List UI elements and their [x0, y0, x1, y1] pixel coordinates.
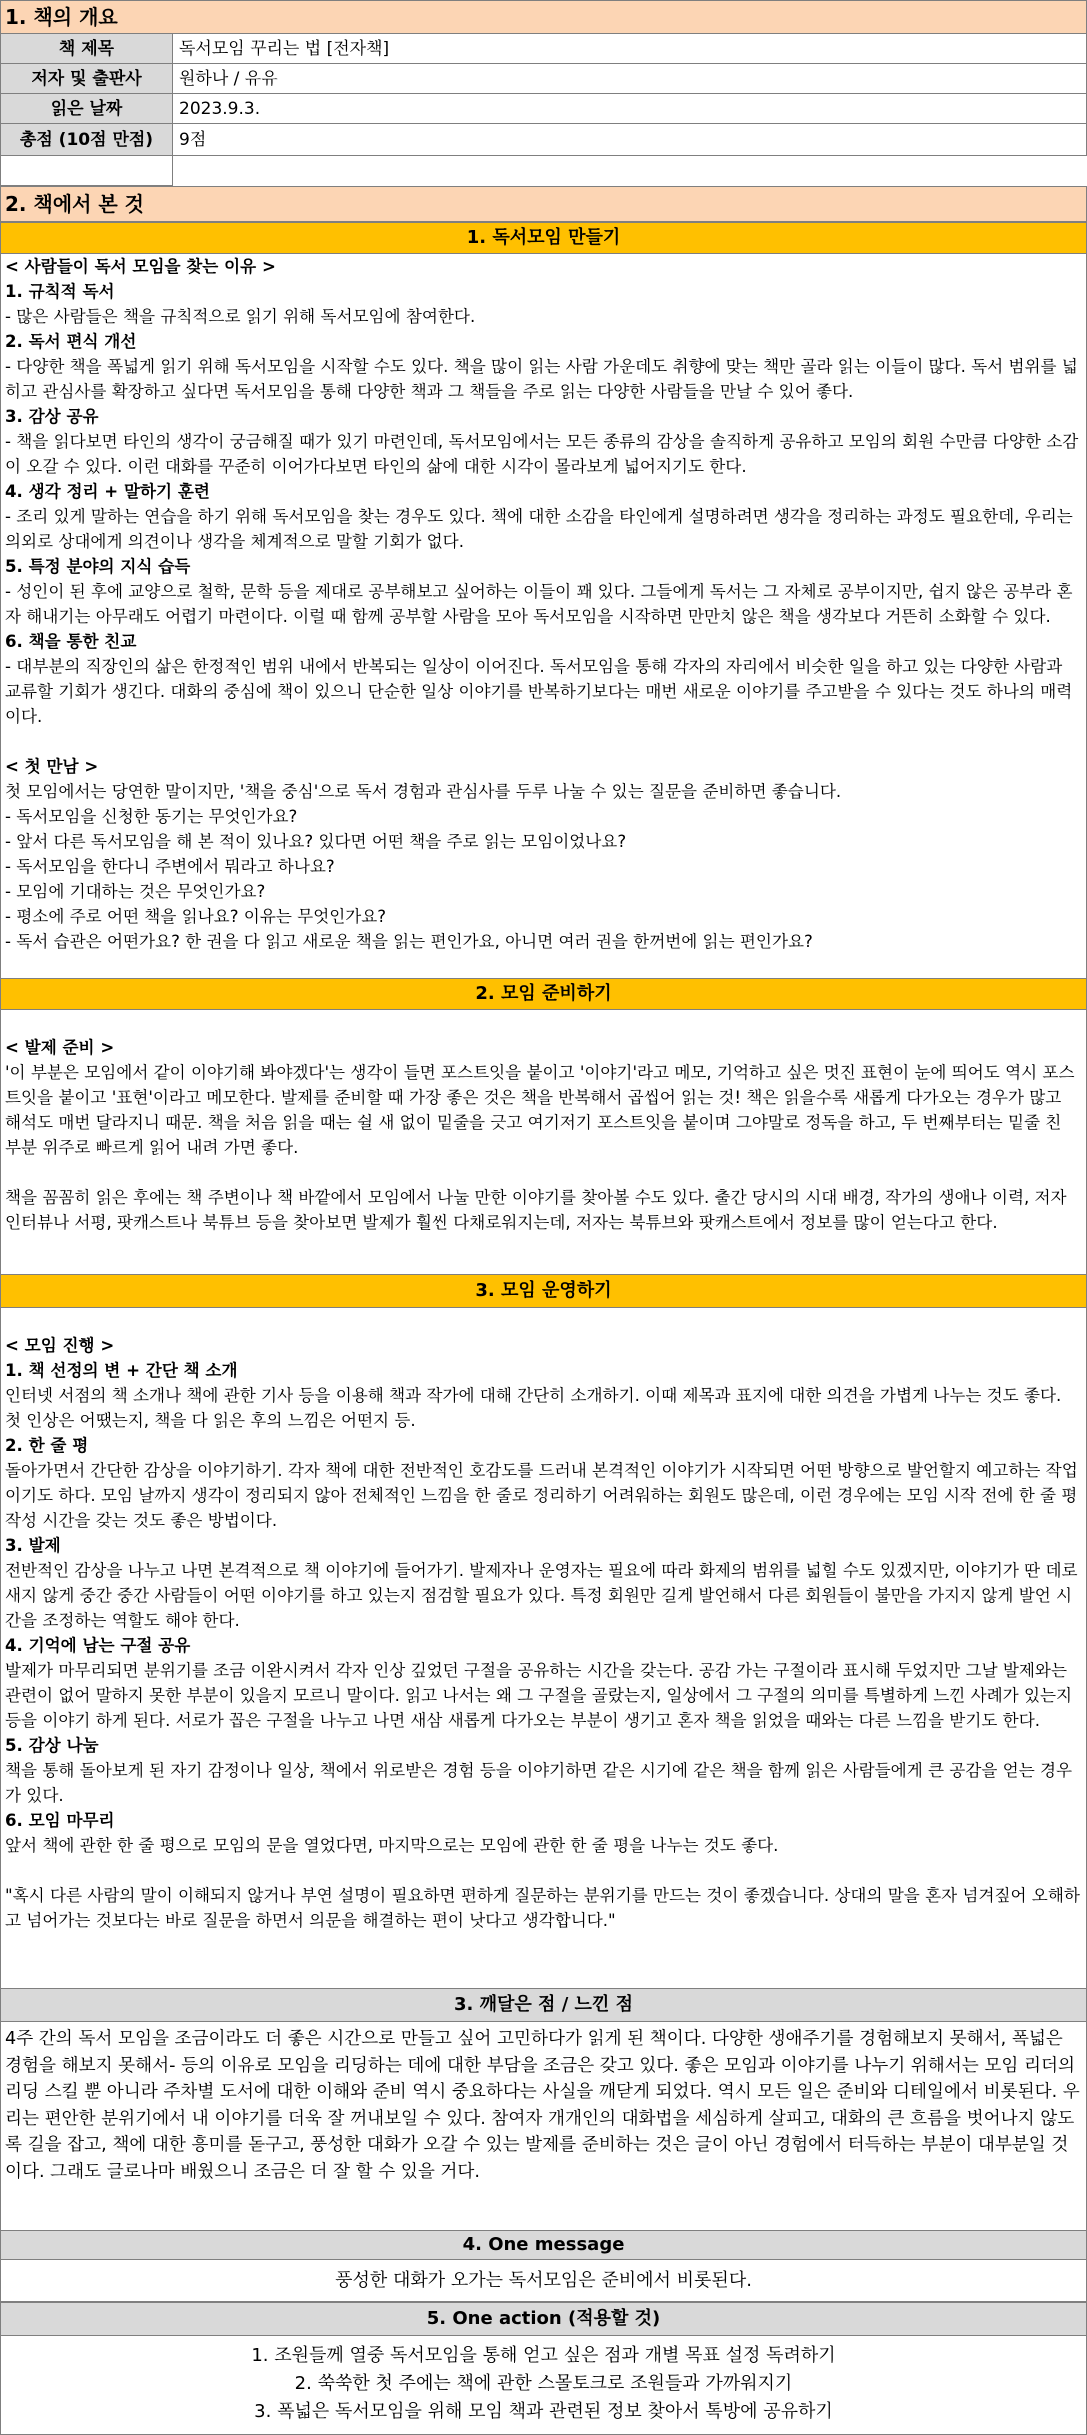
- content-line: - 책을 읽다보면 타인의 생각이 궁금해질 때가 있기 마련인데, 독서모임에서는 모든 종류의 감상을 솔직하게 공유하고 모임의 회원 수만큼 다양한 소감이 오갈 수 있다. 이런 대화를 꾸준히 이어가다보면 타인의 삶에 대한 시각이 몰라보게 넓어지기도 한다.: [5, 432, 1079, 476]
- content-heading: 4. 생각 정리 + 말하기 훈련: [5, 482, 210, 501]
- content-line: 책을 통해 돌아보게 된 자기 감정이나 일상, 책에서 위로받은 경험 등을 이야기하면 같은 시기에 같은 책을 함께 읽은 사람들에게 큰 공감을 얻는 경우가 있다.: [5, 1761, 1073, 1805]
- content-line: - 다양한 책을 폭넓게 읽기 위해 독서모임을 시작할 수도 있다. 책을 많이 읽는 사람 가운데도 취향에 맞는 책만 골라 읽는 이들이 많다. 독서 범위를 넓히고 관심사를 확장하고 싶다면 독서모임을 통해 다양한 책과 그 책들을 주로 읽는 다양한 사람들을 만날 수 있어 좋다.: [5, 357, 1078, 401]
- action-item: 2. 쑥쑥한 첫 주에는 책에 관한 스몰토크로 조원들과 가까워지기: [294, 2373, 793, 2394]
- content-line: - 평소에 주로 어떤 책을 읽나요? 이유는 무엇인가요?: [5, 907, 387, 926]
- content-heading: 6. 책을 통한 친교: [5, 632, 137, 651]
- content-heading: 1. 규칙적 독서: [5, 282, 115, 301]
- content-line: 돌아가면서 간단한 감상을 이야기하기. 각자 책에 대한 전반적인 호감도를 드러내 본격적인 이야기가 시작되면 어떤 방향으로 발언할지 예고하는 작업이기도 하다. 모임 날까지 생각이 정리되지 않아 전체적인 느낌을 한 줄로 정리하기 어려워하는 회원도 많은데, 이런 경우에는 모임 시작 전에 한 줄 평 작성 시간을 갖는 것도 좋은 방법이다.: [5, 1461, 1083, 1530]
- content-line: - 모임에 기대하는 것은 무엇인가요?: [5, 882, 266, 901]
- content-line: - 독서 습관은 어떤가요? 한 권을 다 읽고 새로운 책을 읽는 편인가요, 아니면 여러 권을 한꺼번에 읽는 편인가요?: [5, 932, 813, 951]
- info-row-score: [0, 124, 1087, 156]
- content-heading: 5. 특정 분야의 지식 습득: [5, 557, 191, 576]
- blank-row: [0, 156, 1087, 186]
- action-content: [0, 2336, 1087, 2435]
- action-bar: 5. One action (적용할 것): [0, 2302, 1087, 2336]
- content-heading: < 발제 준비 >: [5, 1038, 115, 1057]
- meeting-run-content: [0, 1308, 1087, 1988]
- section-seen-heading: 2. 책에서 본 것: [0, 186, 1087, 222]
- content-line: 인터넷 서점의 책 소개나 책에 관한 기사 등을 이용해 책과 작가에 대해 간단히 소개하기. 이때 제목과 표지에 대한 의견을 가볍게 나누는 것도 좋다. 첫 인상은 어땠는지, 책을 다 읽은 후의 느낌은 어떤지 등.: [5, 1386, 1067, 1430]
- content-line: - 독서모임을 신청한 동기는 무엇인가요?: [5, 807, 298, 826]
- info-label: 책 제목: [1, 34, 173, 63]
- section-overview-heading: 1. 책의 개요: [0, 0, 1087, 34]
- content-line: - 대부분의 직장인의 삶은 한정적인 범위 내에서 반복되는 일상이 이어진다. 독서모임을 통해 각자의 자리에서 비슷한 일을 하고 있는 다양한 사람과 교류할 기회가 생긴다. 대화의 중심에 책이 있으니 단순한 일상 이야기를 반복하기보다는 매번 새로운 이야기를 주고받을 수 있다는 것도 하나의 매력이다.: [5, 657, 1073, 726]
- info-label: 총점 (10점 만점): [1, 124, 173, 155]
- content-line: 앞서 책에 관한 한 줄 평으로 모임의 문을 열었다면, 마지막으로는 모임에 관한 한 줄 평을 나누는 것도 좋다.: [5, 1836, 779, 1855]
- content-line: 책을 꼼꼼히 읽은 후에는 책 주변이나 책 바깥에서 모임에서 나눌 만한 이야기를 찾아볼 수도 있다. 출간 당시의 시대 배경, 작가의 생애나 이력, 저자 인터뷰나 서평, 팟캐스트나 북튜브 등을 찾아보면 발제가 훨씬 다채로워지는데, 저자는 북튜브와 팟캐스트에서 정보를 많이 얻는다고 한다.: [5, 1188, 1072, 1232]
- content-line: - 앞서 다른 독서모임을 해 본 적이 있나요? 있다면 어떤 책을 주로 읽는 모임이었나요?: [5, 832, 627, 851]
- subsection-bar-meeting-run: 3. 모임 운영하기: [0, 1274, 1087, 1308]
- info-row-title: [0, 34, 1087, 64]
- subsection-bar-meeting-prep: 2. 모임 준비하기: [0, 978, 1087, 1010]
- content-heading: 2. 독서 편식 개선: [5, 332, 137, 351]
- content-line: [5, 1160, 1082, 1185]
- action-item: 1. 조원들께 열중 독서모임을 통해 얻고 싶은 점과 개별 목표 설정 독려하기: [251, 2345, 836, 2366]
- content-heading: < 첫 만남 >: [5, 757, 99, 776]
- info-value: 9점: [179, 129, 207, 150]
- content-line: - 많은 사람들은 책을 규칙적으로 읽기 위해 독서모임에 참여한다.: [5, 307, 476, 326]
- content-heading: < 모임 진행 >: [5, 1336, 115, 1355]
- content-line: 첫 모임에서는 당연한 말이지만, '책을 중심'으로 독서 경험과 관심사를 두루 나눌 수 있는 질문을 준비하면 좋습니다.: [5, 782, 842, 801]
- content-line: - 성인이 된 후에 교양으로 철학, 문학 등을 제대로 공부해보고 싶어하는 이들이 꽤 있다. 그들에게 독서는 그 자체로 공부이지만, 쉽지 않은 공부라 혼자 해내기는 아무래도 어렵기 마련이다. 이럴 때 함께 공부할 사람을 모아 독서모임을 시작하면 만만치 않은 책을 생각보다 거뜬히 소화할 수 있다.: [5, 582, 1073, 626]
- message-content: [0, 2260, 1087, 2302]
- content-line: - 독서모임을 한다니 주변에서 뭐라고 하나요?: [5, 857, 335, 876]
- learned-bar: 3. 깨달은 점 / 느낀 점: [0, 1988, 1087, 2022]
- content-line: 발제가 마무리되면 분위기를 조금 이완시켜서 각자 인상 깊었던 구절을 공유하는 시간을 갖는다. 공감 가는 구절이라 표시해 두었지만 그날 발제와는 관련이 없어 말하지 못한 부분이 있을지 모르니 말이다. 읽고 나서는 왜 그 구절을 골랐는지, 일상에서 그 구절의 의미를 특별하게 느낀 사례가 있는지 등을 이야기 하게 된다. 서로가 꼽은 구절을 나누고 나면 새삼 새롭게 다가오는 부분이 생기고 혼자 책을 읽었을 때와는 다른 느낌을 받기도 한다.: [5, 1661, 1078, 1730]
- message-bar: 4. One message: [0, 2230, 1087, 2260]
- content-line: 전반적인 감상을 나누고 나면 본격적으로 책 이야기에 들어가기. 발제자나 운영자는 필요에 따라 화제의 범위를 넓힐 수도 있겠지만, 이야기가 딴 데로 새지 않게 중간 중간 사람들이 어떤 이야기를 하고 있는지 점검할 필요가 있다. 특정 회원만 길게 발언해서 다른 회원들이 불만을 가지지 않게 발언 시간을 조정하는 역할도 해야 한다.: [5, 1561, 1083, 1630]
- content-heading: < 사람들이 독서 모임을 찾는 이유 >: [5, 257, 276, 276]
- content-heading: 6. 모임 마무리: [5, 1811, 115, 1830]
- subsection-bar-meeting-setup: 1. 독서모임 만들기: [0, 222, 1087, 254]
- content-line: [5, 1308, 1082, 1333]
- info-value: 독서모임 꾸리는 법 [전자책]: [179, 38, 390, 59]
- content-line: [5, 729, 1082, 754]
- info-label: 저자 및 출판사: [1, 64, 173, 93]
- info-label: 읽은 날짜: [1, 94, 173, 123]
- content-line: '이 부분은 모임에서 같이 이야기해 봐야겠다'는 생각이 들면 포스트잇을 붙이고 '이야기'라고 메모, 기억하고 싶은 멋진 표현이 눈에 띄어도 역시 포스트잇을 붙이고 '표현'이라고 메모한다. 발제를 준비할 때 가장 좋은 것은 책을 반복해서 곱씹어 읽는 것! 책은 읽을수록 새롭게 다가오는 경우가 많고 해석도 매번 달라지니 때문. 책을 처음 읽을 때는 쉴 새 없이 밑줄을 긋고 여기저기 포스트잇을 붙이며 그야말로 정독을 하고, 두 번째부터는 밑줄 친 부분 위주로 빠르게 읽어 내려 가면 좋다.: [5, 1063, 1075, 1157]
- content-heading: 1. 책 선정의 변 + 간단 책 소개: [5, 1361, 238, 1380]
- content-heading: 2. 한 줄 평: [5, 1436, 89, 1455]
- learned-content: [0, 2022, 1087, 2260]
- info-value: 2023.9.3.: [179, 98, 261, 119]
- info-value: 원하나 / 유유: [179, 68, 278, 89]
- content-heading: 3. 감상 공유: [5, 407, 99, 426]
- meeting-setup-content: [0, 254, 1087, 978]
- content-heading: 4. 기억에 남는 구절 공유: [5, 1636, 191, 1655]
- content-heading: 5. 감상 나눔: [5, 1736, 99, 1755]
- learned-text: 4주 간의 독서 모임을 조금이라도 더 좋은 시간으로 만들고 싶어 고민하다가 읽게 된 책이다. 다양한 생애주기를 경험해보지 못해서, 폭넓은 경험을 해보지 못해서- 등의 이유로 모임을 리딩하는 데에 대한 부담을 조금은 갖고 있다. 좋은 모임과 이야기를 나누기 위해서는 모임 리더의 리딩 스킬 뿐 아니라 주차별 도서에 대한 이해와 준비 역시 중요하다는 사실을 깨닫게 되었다. 역시 모든 일은 준비와 디테일에서 비롯된다. 우리는 편안한 분위기에서 내 이야기를 더욱 잘 꺼내보일 수 있다. 참여자 개개인의 대화법을 세심하게 살피고, 대화의 큰 흐름을 벗어나지 않도록 길을 잡고, 책에 대한 흥미를 돋구고, 풍성한 대화가 오갈 수 있는 발제를 준비하는 것은 글이 아닌 경험에서 터득하는 부분이 대부분일 것이다. 그래도 글로나마 배웠으니 조금은 더 잘 할 수 있을 거다.: [5, 2029, 1081, 2182]
- info-row-date: [0, 94, 1087, 124]
- meeting-prep-content: [0, 1010, 1087, 1274]
- content-heading: 3. 발제: [5, 1536, 61, 1555]
- action-item: 3. 폭넓은 독서모임을 위해 모임 책과 관련된 정보 찾아서 톡방에 공유하기: [254, 2401, 833, 2422]
- content-line: [5, 1858, 1082, 1883]
- message-text: 풍성한 대화가 오가는 독서모임은 준비에서 비롯된다.: [335, 2270, 752, 2291]
- content-line: "혹시 다른 사람의 말이 이해되지 않거나 부연 설명이 필요하면 편하게 질문하는 분위기를 만드는 것이 좋겠습니다. 상대의 말을 혼자 넘겨짚어 오해하고 넘어가는 것보다는 바로 질문을 하면서 의문을 해결하는 편이 낫다고 생각합니다.": [5, 1886, 1080, 1930]
- content-line: - 조리 있게 말하는 연습을 하기 위해 독서모임을 찾는 경우도 있다. 책에 대한 소감을 타인에게 설명하려면 생각을 정리하는 과정도 필요한데, 우리는 의외로 상대에게 의견이나 생각을 체계적으로 말할 기회가 없다.: [5, 507, 1079, 551]
- info-row-author: [0, 64, 1087, 94]
- content-line: [5, 1010, 1082, 1035]
